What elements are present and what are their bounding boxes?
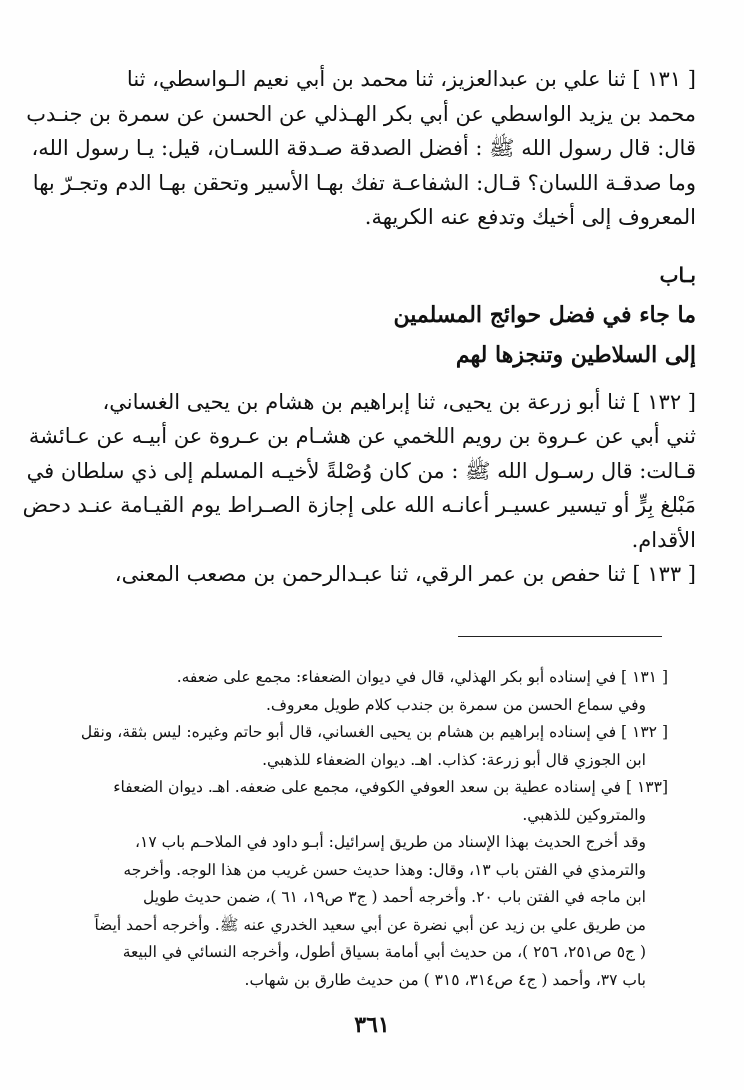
text-line: مَبْلغ بِرٍّ أو تيسير عسيـر أعانـه الله على إجازة الصـراط يوم القيـامة عنـد دحض — [22, 493, 696, 517]
footnote-line: ( ج٥ ص٢٥١، ٢٥٦ )، من حديث أبي أمامة بسياق أطول، وأخرجه النسائي في البيعة — [122, 943, 646, 961]
text-line: وما صدقـة اللسان؟ قـال: الشفاعـة تفك بهـا الأسير وتحقن بهـا الدم وتجـرّ بها — [32, 170, 696, 195]
chapter-title-line-2: إلى السلاطين وتنجزها لهم — [455, 341, 696, 368]
chapter-label: بـاب — [659, 262, 696, 287]
footnote-line: ابن الجوزي قال أبو زرعة: كذاب. اهـ. ديوان الضعفاء للذهبي. — [262, 750, 646, 769]
footnote-line: باب ٣٧، وأحمد ( ج٤ ص٣١٤، ٣١٥ ) من حديث طارق بن شهاب. — [244, 970, 646, 989]
hadith-133 — [58, 557, 696, 592]
page-number: ٣٦١ — [354, 1012, 390, 1038]
text-line: [ ١٣١ ] ثنا علي بن عبدالعزيز، ثنا محمد بن أبي نعيم الـواسطي، ثنا — [126, 67, 696, 91]
footnote-line: وقد أخرج الحديث بهذا الإسناد من طريق إسرائيل: أبـو داود في الملاحـم باب ١٧، — [135, 833, 646, 851]
hadith-131 — [26, 62, 696, 235]
text-line: [ ١٣٣ ] ثنا حفص بن عمر الرقي، ثنا عبـدالرحمن بن مصعب المعنى، — [114, 562, 696, 586]
text-line: محمد بن يزيد الواسطي عن أبي بكر الهـذلي عن الحسن عن سمرة بن جنـدب — [26, 101, 696, 126]
footnote-line: [ ١٣١ ] في إسناده أبو بكر الهذلي، قال في ديوان الضعفاء: مجمع على ضعفه. — [176, 668, 668, 686]
text-line: المعروف إلى أخيك وتدفع عنه الكريهة. — [364, 205, 696, 229]
text-line: الأقدام. — [631, 527, 696, 552]
footnote-line: ابن ماجه في الفتن باب ٢٠. وأخرجه أحمد ( ج٣ ص١٩، ٦١ )، ضمن حديث طويل — [142, 888, 646, 906]
text-line: قـالت: قال رسـول الله ﷺ : من كان وُصْلةً لأخيـه المسلم إلى ذي سلطان في — [26, 458, 696, 483]
footnote-line: [١٣٣ ] في إسناده عطية بن سعد العوفي الكوفي، مجمع على ضعفه. اهـ. ديوان الضعفاء — [113, 778, 668, 796]
footnotes — [52, 664, 668, 994]
chapter-heading — [58, 255, 696, 375]
text-line: قال: قال رسول الله ﷺ : أفضل الصدقة صـدقة اللسـان، قيل: يـا رسول الله، — [31, 136, 696, 160]
footnote-line: والترمذي في الفتن باب ١٣، وقال: وهذا حديث حسن غريب من هذا الوجه. وأخرجه — [123, 860, 646, 879]
chapter-title-line-1: ما جاء في فضل حوائج المسلمين — [393, 301, 696, 328]
footnote-line: وفي سماع الحسن من سمرة بن جندب كلام طويل معروف. — [266, 695, 646, 714]
main-text — [22, 62, 696, 592]
footnote-line: والمتروكين للذهبي. — [522, 805, 646, 824]
footnote-line: من طريق علي بن زيد عن أبي نضرة عن أبي سعيد الخدري عنه ﷺ. وأخرجه أحمد أيضاً — [94, 915, 646, 934]
hadith-132 — [22, 385, 696, 558]
footnote-divider — [458, 636, 662, 637]
text-line: [ ١٣٢ ] ثنا أبو زرعة بن يحيى، ثنا إبراهيم بن هشام بن يحيى الغساني، — [102, 389, 696, 414]
text-line: ثني أبي عن عـروة بن رويم اللخمي عن هشـام بن عـروة عن أبيـه عن عـائشة — [28, 424, 696, 448]
footnote-line: [ ١٣٢ ] في إسناده إبراهيم بن هشام بن يحيى الغساني، قال أبو حاتم وغيره: ليس بثقة، ونقل — [80, 723, 668, 741]
